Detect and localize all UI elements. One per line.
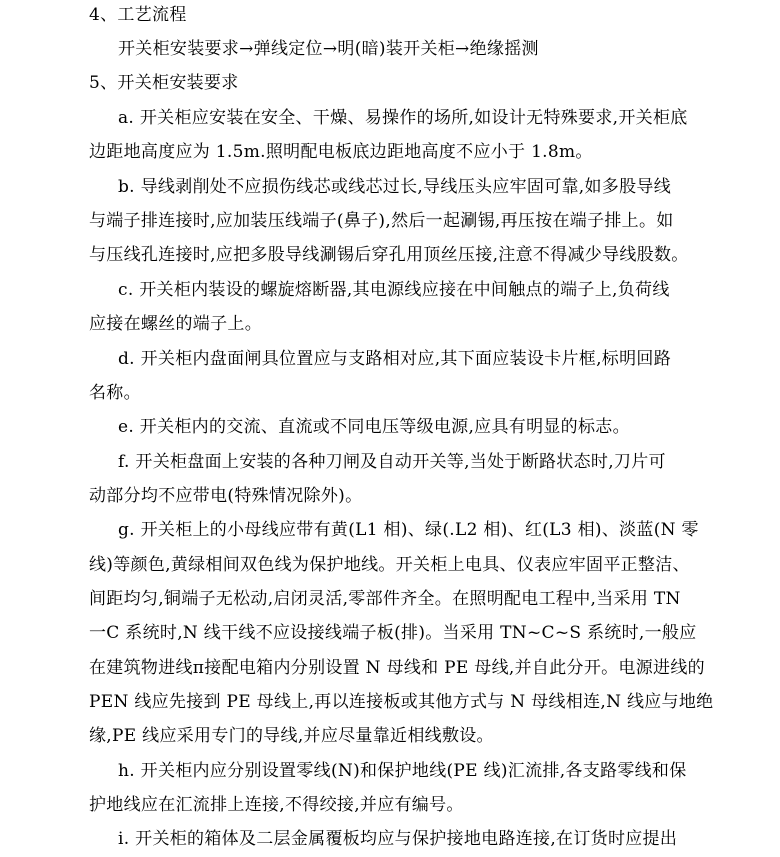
paragraph-f-line-2: 动部分均不应带电(特殊情况除外)。 [89,486,363,506]
process-flow-line: 开关柜安装要求→弹线定位→明(暗)装开关柜→绝缘摇测 [118,39,539,59]
paragraph-g-line-5: 在建筑物进线π接配电箱内分别设置 N 母线和 PE 母线,并自此分开。电源进线的 [89,658,705,678]
paragraph-g-line-1: g. 开关柜上的小母线应带有黄(L1 相)、绿(.L2 相)、红(L3 相)、淡蓝(N 零 [118,520,699,540]
paragraph-c-line-1: c. 开关柜内装设的螺旋熔断器,其电源线应接在中间触点的端子上,负荷线 [118,280,670,300]
section-heading-4: 4、工艺流程 [89,5,187,25]
paragraph-g-line-7: 缘,PE 线应采用专门的导线,并应尽量靠近相线敷设。 [89,726,494,746]
paragraph-h-line-1: h. 开关柜内应分别设置零线(N)和保护地线(PE 线)汇流排,各支路零线和保 [118,761,687,781]
paragraph-d-line-2: 名称。 [89,383,141,403]
paragraph-c-line-2: 应接在螺丝的端子上。 [89,314,262,334]
paragraph-b-line-2: 与端子排连接时,应加装压线端子(鼻子),然后一起涮锡,再压按在端子排上。如 [89,211,674,231]
paragraph-g-line-4: 一C 系统时,N 线干线不应设接线端子板(排)。当采用 TN~C~S 系统时,一般应 [89,623,697,643]
paragraph-g-line-6: PEN 线应先接到 PE 母线上,再以连接板或其他方式与 N 母线相连,N 线应与地绝 [89,692,714,712]
paragraph-d-line-1: d. 开关柜内盘面闸具位置应与支路相对应,其下面应装设卡片框,标明回路 [118,349,671,369]
paragraph-g-line-3: 间距均匀,铜端子无松动,启闭灵活,零部件齐全。在照明配电工程中,当采用 TN [89,589,681,609]
paragraph-f-line-1: f. 开关柜盘面上安装的各种刀闸及自动开关等,当处于断路状态时,刀片可 [118,452,666,472]
paragraph-a-line-1: a. 开关柜应安装在安全、干燥、易操作的场所,如设计无特殊要求,开关柜底 [118,108,688,128]
paragraph-h-line-2: 护地线应在汇流排上连接,不得绞接,并应有编号。 [89,795,464,815]
paragraph-b-line-1: b. 导线剥削处不应损伤线芯或线芯过长,导线压头应牢固可靠,如多股导线 [118,177,671,197]
paragraph-a-line-2: 边距地高度应为 1.5m.照明配电板底边距地高度不应小于 1.8m。 [89,142,593,162]
paragraph-g-line-2: 线)等颜色,黄绿相间双色线为保护地线。开关柜上电具、仪表应牢固平正整洁、 [89,555,690,575]
paragraph-i-line-1: i. 开关柜的箱体及二层金属覆板均应与保护接地电路连接,在订货时应提出 [118,829,678,849]
paragraph-b-line-3: 与压线孔连接时,应把多股导线涮锡后穿孔用顶丝压接,注意不得减少导线股数。 [89,245,689,265]
paragraph-e-line-1: e. 开关柜内的交流、直流或不同电压等级电源,应具有明显的标志。 [118,417,630,437]
section-heading-5: 5、开关柜安装要求 [89,73,239,93]
